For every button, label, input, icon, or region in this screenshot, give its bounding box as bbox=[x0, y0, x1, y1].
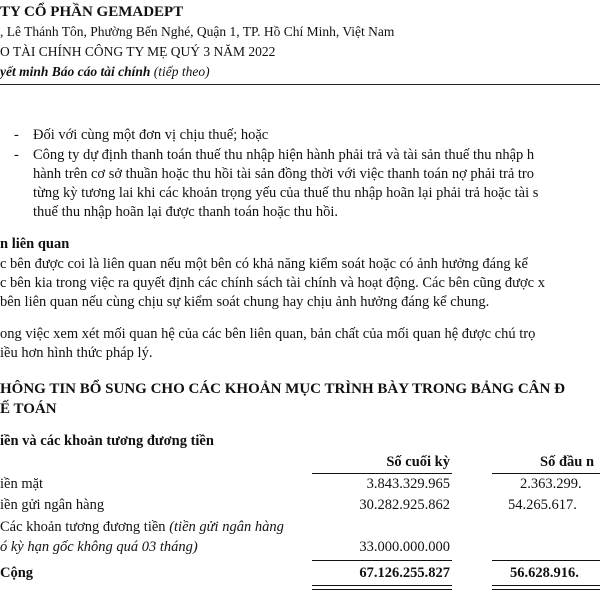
total-end: 67.126.255.827 bbox=[359, 565, 450, 581]
bullet-marker: - bbox=[14, 147, 19, 163]
col-header-end: Số cuối kỳ bbox=[386, 454, 450, 470]
cash-table-title: iền và các khoản tương đương tiền bbox=[0, 433, 214, 449]
table-cell-begin: 54.265.617. bbox=[508, 497, 577, 513]
table-row-label: iền gửi ngân hàng bbox=[0, 497, 105, 513]
related-para-line: iều hơn hình thức pháp lý. bbox=[0, 345, 153, 361]
report-subtitle bbox=[0, 64, 210, 80]
col-header-underline bbox=[312, 473, 452, 474]
table-row-label: iền mặt bbox=[0, 476, 44, 492]
bullet-line: Công ty dự định thanh toán thuế thu nhập hiện hành phải trả và tài sản thuế thu nhập h bbox=[33, 147, 535, 163]
table-cell-end: 3.843.329.965 bbox=[366, 476, 450, 492]
col-header-begin: Số đầu n bbox=[540, 454, 595, 470]
bullet-line: thuế thu nhập hoãn lại được thanh toán hoặc thu hồi. bbox=[33, 204, 339, 220]
related-para-line: bên liên quan nếu cùng chịu sự kiểm soát chung hay chịu ảnh hưởng đáng kể chung. bbox=[0, 294, 490, 310]
bullet-line: hành trên cơ sở thuần hoặc thu hồi tài sản đồng thời với việc thanh toán nợ phải trả tro bbox=[33, 166, 535, 182]
bullet-marker: - bbox=[14, 127, 19, 143]
related-para-line: c bên kia trong việc ra quyết định các chính sách tài chính và hoạt động. Các bên cũng được x bbox=[0, 275, 545, 291]
table-cell-begin: 2.363.299. bbox=[520, 476, 582, 492]
row-label-note: ó kỳ hạn gốc không quá 03 tháng) bbox=[0, 539, 198, 555]
related-para-line: c bên được coi là liên quan nếu một bên có khả năng kiểm soát hoặc có ảnh hưởng đáng kể bbox=[0, 256, 528, 272]
total-double-underline bbox=[492, 585, 600, 590]
total-double-underline bbox=[312, 585, 452, 590]
row-label-note: (tiền gửi ngân hàng bbox=[169, 519, 284, 535]
report-title: O TÀI CHÍNH CÔNG TY MẸ QUÝ 3 NĂM 2022 bbox=[0, 44, 276, 59]
subtotal-underline bbox=[312, 560, 452, 561]
bullet-line: Đối với cùng một đơn vị chịu thuế; hoặc bbox=[33, 127, 269, 143]
total-begin: 56.628.916. bbox=[510, 565, 579, 581]
section-heading-line: HÔNG TIN BỔ SUNG CHO CÁC KHOẢN MỤC TRÌNH BÀY TRONG BẢNG CÂN Đ bbox=[0, 381, 565, 397]
section-heading-line: Ế TOÁN bbox=[0, 401, 57, 417]
table-cell-end: 33.000.000.000 bbox=[359, 539, 450, 555]
bullet-line: từng kỳ tương lai khi các khoản trọng yếu của thuế thu nhập hoãn lại phải trả hoặc tài s bbox=[33, 185, 539, 201]
total-label: Cộng bbox=[0, 565, 34, 581]
row-label-main: Các khoản tương đương tiền bbox=[0, 519, 166, 535]
related-heading: n liên quan bbox=[0, 236, 70, 252]
table-row-label bbox=[0, 519, 284, 536]
related-para-line: ong việc xem xét mối quan hệ của các bên liên quan, bản chất của mối quan hệ được chú trọ bbox=[0, 326, 536, 342]
col-header-underline bbox=[492, 473, 600, 474]
subtitle-main: yết minh Báo cáo tài chính bbox=[0, 64, 151, 79]
company-name: TY CỔ PHẦN GEMADEPT bbox=[0, 4, 184, 20]
table-cell-end: 30.282.925.862 bbox=[359, 497, 450, 513]
subtotal-underline bbox=[492, 560, 600, 561]
company-address: , Lê Thánh Tôn, Phường Bến Nghé, Quận 1, TP. Hồ Chí Minh, Việt Nam bbox=[0, 24, 395, 39]
header-divider bbox=[0, 84, 600, 85]
subtitle-note: (tiếp theo) bbox=[153, 64, 210, 79]
